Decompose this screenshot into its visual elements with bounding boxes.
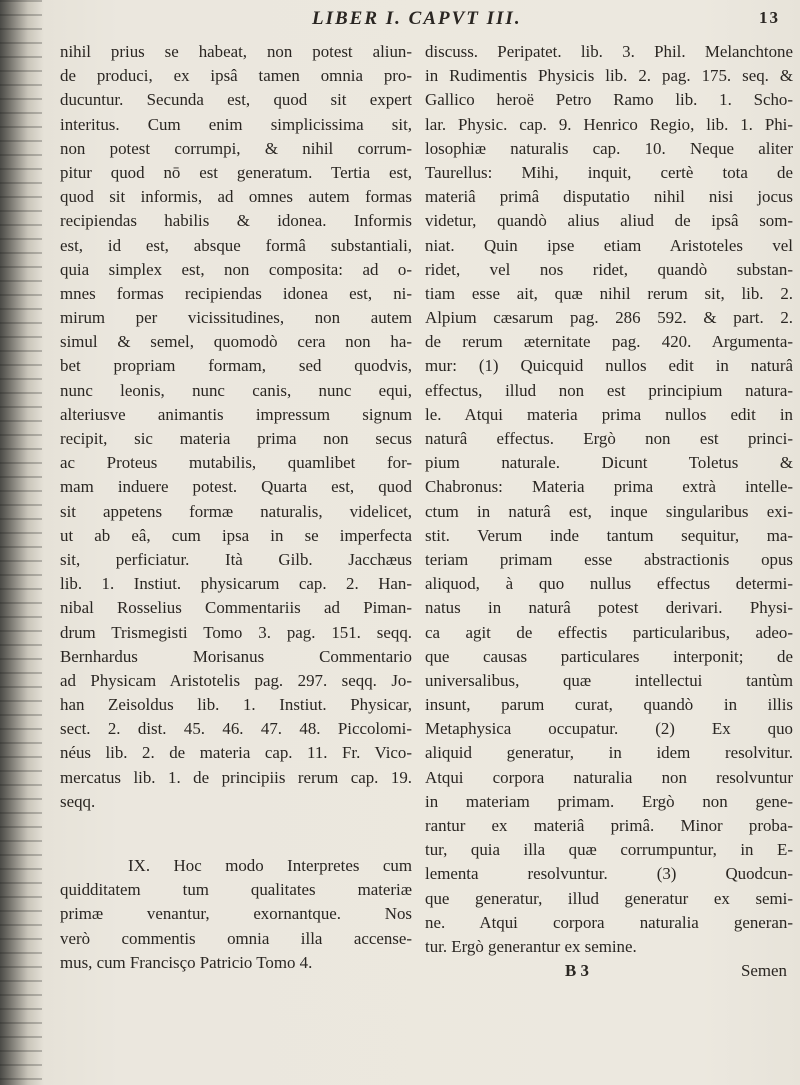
binding-edge-shadow xyxy=(0,0,42,1085)
left-column xyxy=(60,40,412,975)
text-line: de rerum æternitate pag. 420. Argumenta- xyxy=(425,332,793,352)
text-line: universalibus, quæ intellectui tantùm xyxy=(425,670,793,690)
text-line: mus, cum Francisço Patricio Tomo 4. xyxy=(60,952,313,972)
text-line: Metaphysica occupatur. (2) Ex quo xyxy=(425,719,793,739)
text-line: quod sit informis, ad omnes autem formas xyxy=(60,187,412,207)
text-line: simul & semel, quomodò cera non ha- xyxy=(60,332,412,352)
text-line: natus in naturâ potest derivari. Physi- xyxy=(425,598,793,618)
text-line: le. Atqui materia prima nullos edit in xyxy=(425,404,793,424)
text-line: ridet, vel nos ridet, quandò substan- xyxy=(425,259,793,279)
text-line: que causas particulares interponit; de xyxy=(425,646,793,666)
text-line: primæ venantur, exornantque. Nos xyxy=(60,904,412,924)
text-line: Atqui corpora naturalia non resolvuntur xyxy=(425,767,793,787)
text-line: tiam esse ait, quæ nihil rerum sit, lib. 2. xyxy=(425,283,793,303)
section-gap xyxy=(60,814,412,854)
text-line: insunt, parum curat, quandò in illis xyxy=(425,695,793,715)
text-line: ad Physicam Aristotelis pag. 297. seqq. Jo- xyxy=(60,670,412,690)
text-line: lementa resolvuntur. (3) Quodcun- xyxy=(425,864,793,884)
left-column-paragraph xyxy=(60,40,412,814)
text-line: recipiendas habilis & idonea. Informis xyxy=(60,211,412,231)
right-column-text xyxy=(425,40,793,959)
text-line: nihil prius se habeat, non potest aliun- xyxy=(60,42,412,61)
text-line: sit, perficiatur. Ità Gilb. Jacchæus xyxy=(60,549,412,569)
text-line: seqq. xyxy=(60,791,96,811)
text-line: mur: (1) Quicquid nullos edit in naturâ xyxy=(425,356,793,376)
text-line: est, id est, absque formâ substantiali, xyxy=(60,235,412,255)
text-line: Taurellus: Mihi, inquit, certè tota de xyxy=(425,162,793,182)
text-line: discuss. Peripatet. lib. 3. Phil. Melanchtone xyxy=(425,42,793,61)
text-line: sit appetens formæ naturalis, videlicet, xyxy=(60,501,412,521)
page-footer xyxy=(425,959,793,985)
text-line: Gallico heroë Petro Ramo lib. 1. Scho- xyxy=(425,90,793,110)
text-line: de produci, ex ipsâ tamen omnia pro- xyxy=(60,66,412,86)
text-line: quia simplex est, non composita: ad o- xyxy=(60,259,412,279)
catchword: Semen xyxy=(741,961,787,981)
text-line: recipit, sic materia prima non secus xyxy=(60,429,412,448)
text-line: effectus, illud non est principium natura- xyxy=(425,380,793,400)
text-line: aliquid generatur, in idem resolvitur. xyxy=(425,743,793,763)
running-head: LIBER I. CAPVT III. xyxy=(312,8,522,29)
page-header xyxy=(300,6,780,38)
text-line: lib. 1. Instiut. physicarum cap. 2. Han- xyxy=(60,574,412,594)
text-line: tur, quia illa quæ corrumpuntur, in E- xyxy=(425,840,793,860)
text-line: mam induere potest. Quarta est, quod xyxy=(60,477,412,497)
text-line: aliquod, à quo nullus effectus determi- xyxy=(425,574,793,594)
text-line: verò commentis omnia illa accense- xyxy=(60,928,412,948)
text-line: niat. Quin ipse etiam Aristoteles vel xyxy=(425,235,793,255)
text-line: Bernhardus Morisanus Commentario xyxy=(60,646,412,666)
text-line: in materiam primam. Ergò non gene- xyxy=(425,791,793,811)
text-line: han Zeisoldus lib. 1. Instiut. Physicar, xyxy=(60,695,412,715)
text-line: Alpium cæsarum pag. 286 592. & part. 2. xyxy=(425,308,793,328)
right-column xyxy=(425,40,793,985)
text-line: interitus. Cum enim simplicissima sit, xyxy=(60,114,412,134)
text-line: nibal Rosselius Commentariis ad Piman- xyxy=(60,598,412,618)
text-line: videtur, quandò alius aliud de ipsâ som- xyxy=(425,211,793,231)
page-number: 13 xyxy=(759,8,780,27)
text-line: ctum in naturâ est, inque singularibus exi- xyxy=(425,501,793,521)
text-line: bet propriam formam, sed quodvis, xyxy=(60,356,412,376)
text-line: ut ab eâ, cum ipsa in se imperfecta xyxy=(60,525,412,545)
text-line: nunc leonis, nunc canis, nunc equi, xyxy=(60,380,412,400)
text-line: ducuntur. Secunda est, quod sit expert xyxy=(60,90,412,110)
text-line: tur. Ergò generantur ex semine. xyxy=(425,936,637,956)
text-line: losophiæ naturalis cap. 10. Neque aliter xyxy=(425,138,793,158)
text-line: Chabronus: Materia prima extrà intelle- xyxy=(425,477,793,497)
text-line: ac Proteus mutabilis, quamlibet for- xyxy=(60,453,412,473)
text-line: ca agit de effectis particularibus, adeo- xyxy=(425,622,793,642)
text-line: pium naturale. Dicunt Toletus & xyxy=(425,453,793,473)
text-line: néus lib. 2. de materia cap. 11. Fr. Vico- xyxy=(60,743,412,763)
text-line: stit. Verum inde tantum sequitur, ma- xyxy=(425,525,793,545)
text-line: sect. 2. dist. 45. 46. 47. 48. Piccolomi- xyxy=(60,719,412,739)
text-line: quidditatem tum qualitates materiæ xyxy=(60,880,412,900)
text-line: non potest corrumpi, & nihil corrum- xyxy=(60,138,412,158)
text-line: rantur ex materiâ primâ. Minor proba- xyxy=(425,816,793,835)
text-line: naturâ effectus. Ergò non est princi- xyxy=(425,429,793,448)
text-line: alteriusve animantis impressum signum xyxy=(60,404,412,424)
text-line: pitur quod nō est generatum. Tertia est, xyxy=(60,162,412,182)
text-line: materiâ primâ disputatio nihil nisi jocus xyxy=(425,187,793,207)
text-line: lar. Physic. cap. 9. Henrico Regio, lib. 1. Phi- xyxy=(425,114,793,134)
text-line: teriam primam esse abstractionis opus xyxy=(425,549,793,569)
text-line: mnes formas recipiendas idonea est, ni- xyxy=(60,283,412,303)
left-column-section-ix xyxy=(60,854,412,975)
text-line: mercatus lib. 1. de principiis rerum cap. 19. xyxy=(60,767,412,787)
text-line: IX. Hoc modo Interpretes cum xyxy=(128,856,412,875)
text-line: ne. Atqui corpora naturalia generan- xyxy=(425,912,793,932)
text-line: mirum per vicissitudines, non autem xyxy=(60,308,412,328)
text-line: que generatur, illud generatur ex semi- xyxy=(425,888,793,908)
signature-mark: B 3 xyxy=(565,961,589,981)
text-line: in Rudimentis Physicis lib. 2. pag. 175. seq. & xyxy=(425,66,793,86)
text-line: drum Trismegisti Tomo 3. pag. 151. seqq. xyxy=(60,622,412,642)
